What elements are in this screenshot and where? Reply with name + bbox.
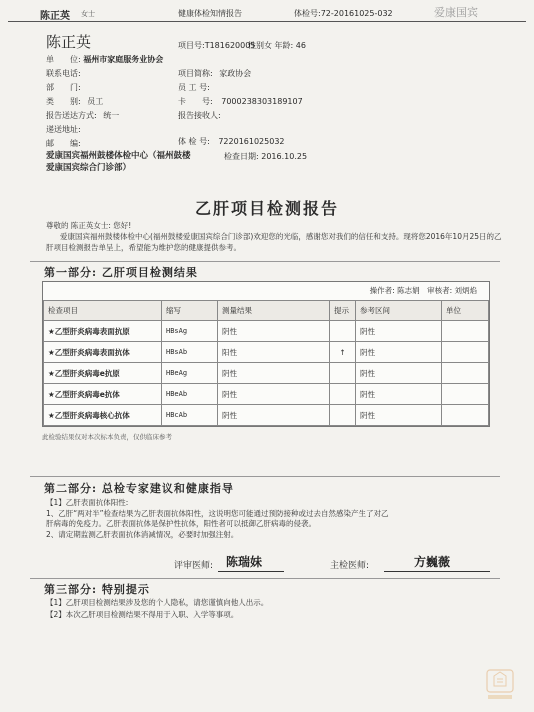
col-header-hint: 提示 bbox=[330, 301, 356, 321]
table-row bbox=[44, 363, 489, 384]
header-exam-number: 体检号:72-20161025-032 bbox=[294, 9, 393, 18]
cell-result: 阴性 bbox=[218, 321, 330, 342]
header-name: 陈正英 bbox=[40, 11, 70, 22]
cell-abbr: HBeAb bbox=[162, 384, 218, 405]
address-label: 递送地址: bbox=[46, 125, 81, 134]
report-title: 乙肝项目检测报告 bbox=[194, 199, 339, 218]
cell-reference: 阴性 bbox=[356, 384, 442, 405]
col-header-item: 检查项目 bbox=[44, 301, 162, 321]
project-abbr-label: 项目简称: bbox=[178, 69, 213, 78]
cell-hint bbox=[330, 384, 356, 405]
col-header-unit: 单位 bbox=[442, 301, 489, 321]
card-value: 7000238303189107 bbox=[221, 97, 303, 106]
chief-signature-line bbox=[384, 571, 490, 572]
cell-item: ★乙型肝炎病毒e抗原 bbox=[44, 363, 162, 384]
header-gender: 女士 bbox=[81, 10, 95, 18]
cell-abbr: HBeAg bbox=[162, 363, 218, 384]
unit-field bbox=[46, 54, 163, 65]
expert-advice bbox=[46, 498, 496, 540]
reviewer-signature-line bbox=[218, 571, 284, 572]
cell-unit bbox=[442, 342, 489, 363]
delivery-value: 统一 bbox=[103, 111, 120, 120]
cell-item: ★乙型肝炎病毒核心抗体 bbox=[44, 405, 162, 426]
unit-value: 福州市家庭服务业协会 bbox=[83, 55, 164, 64]
results-table-panel bbox=[42, 281, 490, 427]
project-abbr-field bbox=[178, 68, 251, 79]
results-table bbox=[43, 300, 489, 426]
advice-line: 肝病毒的免疫力。乙肝表面抗体是保护性抗体，阳性者可以抵御乙肝病毒的侵袭。 bbox=[46, 519, 316, 528]
cell-reference: 阴性 bbox=[356, 342, 442, 363]
dept-label: 部 门: bbox=[46, 83, 81, 92]
advice-line: 【1】乙肝表面抗体阳性: bbox=[46, 498, 129, 507]
reviewer-label: 评审医师: bbox=[174, 561, 214, 571]
sex-age: 性别女 年龄: 46 bbox=[248, 41, 306, 50]
cell-hint bbox=[330, 321, 356, 342]
section-divider bbox=[30, 261, 500, 262]
chief-signature: 方巍薇 bbox=[414, 555, 451, 569]
chief-label: 主检医师: bbox=[330, 561, 370, 571]
phone-label: 联系电话: bbox=[46, 69, 81, 78]
col-header-reference: 参考区间 bbox=[356, 301, 442, 321]
exam-number-label: 体 检 号: bbox=[178, 137, 210, 146]
cell-unit bbox=[442, 363, 489, 384]
operator-reviewer: 操作者: 陈志娟 审核者: 刘炳焰 bbox=[369, 286, 477, 295]
table-row bbox=[44, 405, 489, 426]
header-title: 健康体检知情报告 bbox=[178, 9, 242, 18]
cell-reference: 阴性 bbox=[356, 321, 442, 342]
table-row bbox=[44, 384, 489, 405]
project-number: 项目号:T181620005 bbox=[178, 41, 256, 50]
section2-title: 第二部分: 总检专家建议和健康指导 bbox=[44, 482, 234, 495]
employee-number-label: 员 工 号: bbox=[178, 83, 210, 92]
stamp-watermark-icon bbox=[484, 668, 516, 702]
unit-label: 单 位: bbox=[46, 55, 81, 64]
cell-unit bbox=[442, 384, 489, 405]
cell-item: ★乙型肝炎病毒e抗体 bbox=[44, 384, 162, 405]
report-header bbox=[8, 4, 526, 22]
section3-title: 第三部分: 特别提示 bbox=[44, 583, 150, 596]
advice-line: 1、乙肝“两对半”检查结果为乙肝表面抗体阳性，这说明您可能通过预防接种或过去自然感染产生了对乙 bbox=[46, 508, 389, 518]
cell-item: ★乙型肝炎病毒表面抗体 bbox=[44, 342, 162, 363]
type-value: 员工 bbox=[87, 97, 104, 106]
table-header-row bbox=[44, 301, 489, 321]
cell-abbr: HBcAb bbox=[162, 405, 218, 426]
cell-result: 阴性 bbox=[218, 384, 330, 405]
delivery-field bbox=[46, 110, 119, 121]
brand-name: 爱康国宾 bbox=[434, 6, 478, 19]
table-row bbox=[44, 342, 489, 363]
patient-name: 陈正英 bbox=[46, 33, 92, 51]
cell-item: ★乙型肝炎病毒表面抗原 bbox=[44, 321, 162, 342]
type-field bbox=[46, 96, 103, 107]
card-label: 卡 号: bbox=[178, 97, 213, 106]
check-date: 检查日期: 2016.10.25 bbox=[224, 152, 308, 161]
lab-disclaimer: 此检验结果仅对本次标本负责，仅供临床参考 bbox=[42, 433, 172, 441]
col-header-abbr: 缩写 bbox=[162, 301, 218, 321]
exam-number-value: 7220161025032 bbox=[218, 137, 285, 146]
project-abbr-value: 家政协会 bbox=[219, 69, 252, 78]
cell-result: 阴性 bbox=[218, 405, 330, 426]
cell-hint: ↑ bbox=[330, 342, 356, 363]
cell-hint bbox=[330, 363, 356, 384]
cell-unit bbox=[442, 405, 489, 426]
intro-paragraph: 爱康国宾福州鼓楼体检中心(福州鼓楼爱康国宾综合门诊部)欢迎您的光临，感谢您对我们的信任和支持。现将您2016年10月25日的乙肝项目检测报告单呈上，希望能为维护您的健康提供参考。 bbox=[46, 232, 502, 252]
greeting: 尊敬的 陈正英女士: 您好! bbox=[46, 221, 132, 230]
cell-result: 阴性 bbox=[218, 363, 330, 384]
advice-line: 2、请定期监测乙肝表面抗体消减情况，必要时加强注射。 bbox=[46, 529, 239, 539]
special-tips bbox=[46, 597, 268, 621]
cell-reference: 阴性 bbox=[356, 405, 442, 426]
delivery-label: 报告送达方式: bbox=[46, 111, 97, 120]
receiver-label: 报告接收人: bbox=[178, 111, 221, 120]
section-divider bbox=[30, 476, 500, 477]
reviewer-signature: 陈瑞妹 bbox=[226, 555, 263, 569]
cell-abbr: HBsAb bbox=[162, 342, 218, 363]
section-divider bbox=[30, 578, 500, 579]
zip-label: 邮 编: bbox=[46, 139, 81, 148]
cell-abbr: HBsAg bbox=[162, 321, 218, 342]
col-header-result: 测量结果 bbox=[218, 301, 330, 321]
cell-result: 阳性 bbox=[218, 342, 330, 363]
table-row bbox=[44, 321, 489, 342]
tip-line: 【1】乙肝项目检测结果涉及您的个人隐私，请您谨慎向他人出示。 bbox=[46, 598, 269, 607]
cell-unit bbox=[442, 321, 489, 342]
card-field bbox=[178, 96, 303, 107]
exam-number-field bbox=[178, 136, 285, 147]
type-label: 类 别: bbox=[46, 97, 81, 106]
exam-center-name: 爱康国宾福州鼓楼体检中心（福州鼓楼爱康国宾综合门诊部） bbox=[46, 151, 191, 173]
cell-reference: 阴性 bbox=[356, 363, 442, 384]
tip-line: 【2】本次乙肝项目检测结果不得用于入职、入学等事项。 bbox=[46, 610, 239, 619]
section1-title: 第一部分: 乙肝项目检测结果 bbox=[44, 266, 198, 279]
cell-hint bbox=[330, 405, 356, 426]
